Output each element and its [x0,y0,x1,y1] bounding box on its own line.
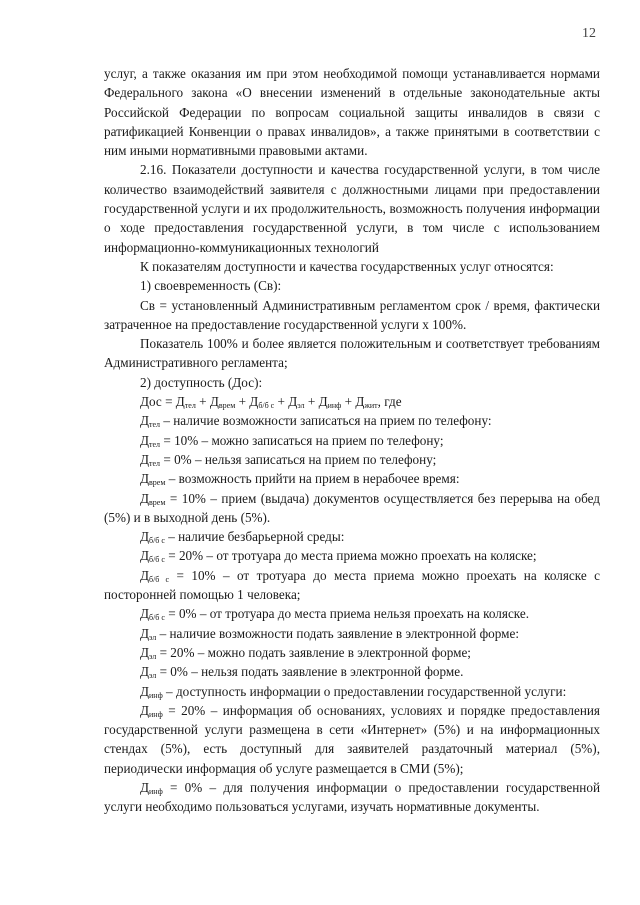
accessibility-formula: Дос = $Д_{тел} + Д_{врем} + Д_{б/б с} + Д_{эл} + Д_{инф} + Д_{жит}$, где [140,394,402,411]
paragraph-timeliness-note: Показатель 100% и более является положительным и соответствует требованиям Административного регламента; [104,336,600,371]
information-definition: $Д_{инф}$ – доступность информации о предоставлении государственной услуги: [140,683,567,700]
paragraph-timeliness-heading: 1) своевременность (Св): [140,278,282,294]
phone-booking-0: $Д_{тел} = 0\%$ – нельзя записаться на прием по телефону; [140,451,437,468]
off-hours-10: $Д_{врем} = 10\%$ – прием (выдача) документов осуществляется без перерыва на обед (5%) и в выходной день (5%). [104,490,600,525]
paragraph-accessibility-heading: 2) доступность (Дос): [140,374,263,390]
barrier-free-20: $Д_{б/б с} = 20\%$ – от тротуара до места приема можно проехать на коляске; [140,548,537,565]
phone-booking-10: $Д_{тел} = 10\%$ – можно записаться на прием по телефону; [140,432,444,449]
electronic-20: $Д_{эл} = 20\%$ – можно подать заявление в электронной форме; [140,644,471,661]
barrier-free-definition: $Д_{б/б с}$ – наличие безбарьерной среды: [140,529,345,546]
electronic-0: $Д_{эл} = 0\%$ – нельзя подать заявление в электронной форме. [140,664,464,681]
information-20: $Д_{инф} = 20\%$ – информация об основаниях, условиях и порядке предоставления государственной услуги размещена в сети «Интернет» (5%) и на информационных стендах (5%), есть доступный для заявителей раздаточный материал (5%), периодически информация об услуге размещается в СМИ (5%); [104,702,600,776]
electronic-definition: $Д_{эл}$ – наличие возможности подать заявление в электронной форме: [140,625,520,642]
barrier-free-0: $Д_{б/б с} = 0\%$ – от тротуара до места приема нельзя проехать на коляске. [140,606,530,623]
page-number: 12 [582,26,596,41]
phone-booking-definition: $Д_{тел}$ – наличие возможности записаться на прием по телефону: [140,413,492,430]
barrier-free-10: $Д_{б/б с} = 10\%$ – от тротуара до места приема можно проехать на коляске с посторонней помощью 1 человека; [104,567,600,603]
paragraph-section-2-16: 2.16. Показатели доступности и качества государственной услуги, в том числе количество взаимодействий заявителя с должностными лицами при предоставлении государственной услуги и их продолжительность, возможность получения информации о ходе предоставления государственной услуги, в том числе с использованием информационно-коммуникационных технологий [104,162,600,255]
paragraph-indicators-intro: К показателям доступности и качества государственных услуг относятся: [140,258,554,274]
off-hours-definition: $Д_{врем}$ – возможность прийти на прием в нерабочее время: [140,471,460,488]
paragraph-continuation: услуг, а также оказания им при этом необходимой помощи устанавливается нормами Федерального закона «О внесении изменений в отдельные законодательные акты Российской Федерации по вопросам социальной защиты инвалидов в связи с ратификацией Конвенции о правах инвалидов», а также принятыми в соответствии с ним иными нормативными правовыми актами. [104,66,600,159]
information-0: $Д_{инф} = 0\%$ – для получения информации о предоставлении государственной услуги необходимо пользоваться услугами, изучать нормативные документы. [104,779,600,815]
paragraph-timeliness-formula: Св = установленный Административным регламентом срок / время, фактически затраченное на предоставление государственной услуги х 100%. [104,297,600,332]
document-body [104,64,600,817]
